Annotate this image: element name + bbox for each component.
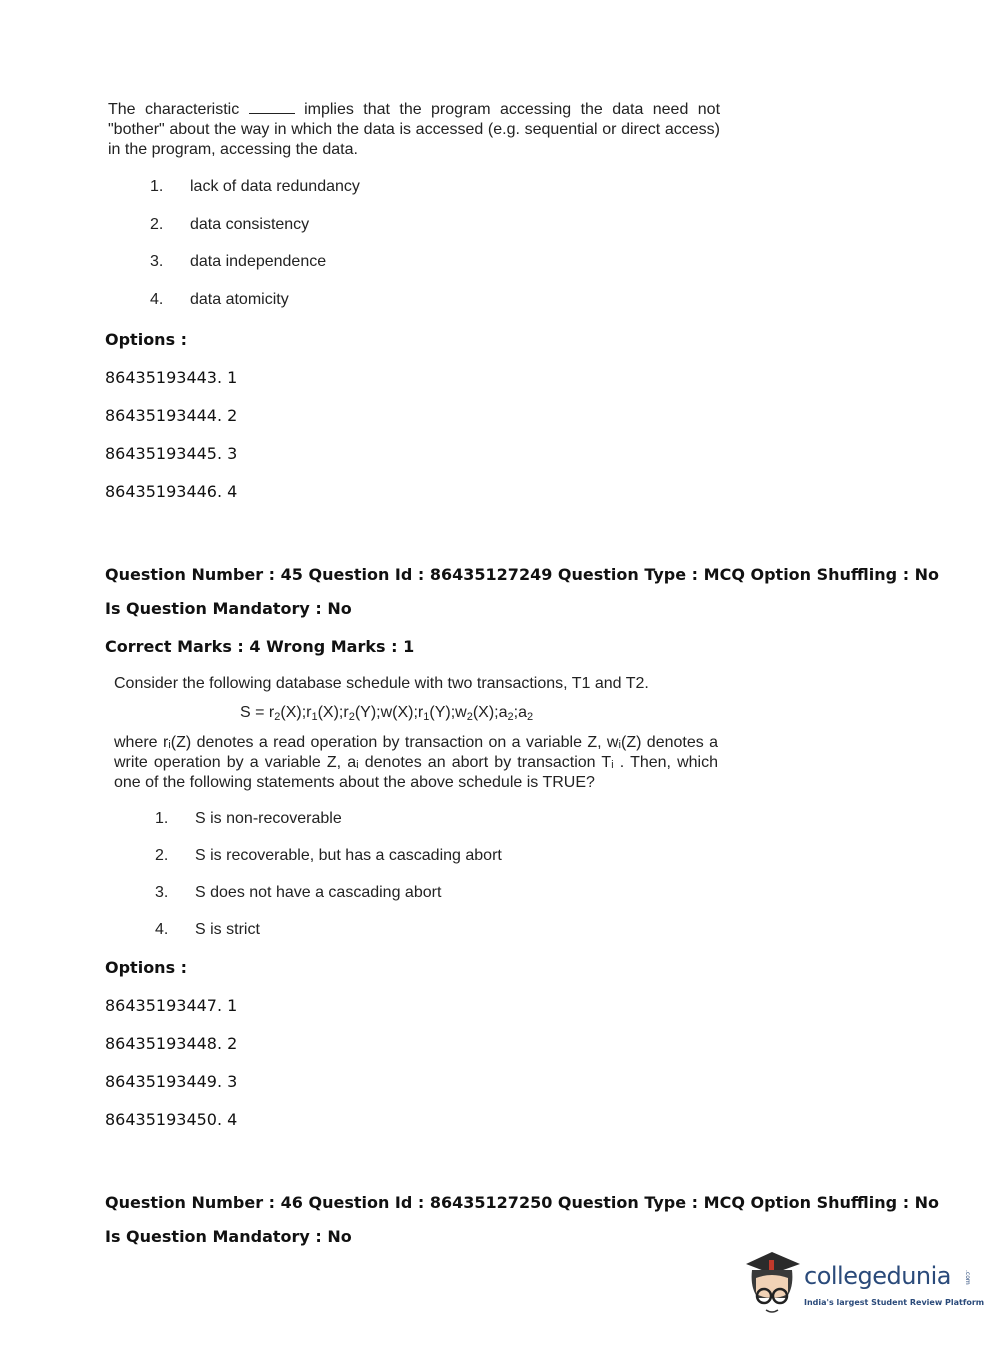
q45-meta-line3: Correct Marks : 4 Wrong Marks : 1: [105, 637, 415, 656]
q44-blank: [249, 101, 295, 114]
q44-text-a: The characteristic: [108, 101, 240, 118]
q44-choice-2: 2. data consistency: [150, 216, 310, 233]
q46-meta-line1: Question Number : 46 Question Id : 86435127250 Question Type : MCQ Option Shuffling : No: [105, 1193, 940, 1212]
graduate-mascot-icon: [742, 1250, 804, 1320]
logo-com: .com: [964, 1270, 971, 1285]
q44-options-label: Options :: [105, 330, 188, 349]
q44-option-3: 86435193445. 3: [105, 444, 238, 463]
q44-option-4: 86435193446. 4: [105, 482, 238, 501]
logo-tagline: India's largest Student Review Platform: [804, 1298, 985, 1307]
q45-meta-line2: Is Question Mandatory : No: [105, 599, 352, 618]
q44-option-1: 86435193443. 1: [105, 368, 238, 387]
q44-option-2: 86435193444. 2: [105, 406, 238, 425]
q45-choice-2: 2. S is recoverable, but has a cascading abort: [155, 847, 502, 864]
q45-options-label: Options :: [105, 958, 188, 977]
q45-choice-1: 1. S is non-recoverable: [155, 810, 342, 827]
q45-schedule-formula: $S = r_2(X);r_1(X);r_2(Y);w(X);r_1(Y);w_2(X);a_2;a_2$: [240, 704, 534, 723]
q44-text-b: implies that the program accessing the data need not: [304, 101, 721, 118]
q45-option-4: 86435193450. 4: [105, 1110, 238, 1129]
q46-meta-line2: Is Question Mandatory : No: [105, 1227, 352, 1246]
collegedunia-logo: [742, 1250, 985, 1320]
q45-option-2: 86435193448. 2: [105, 1034, 238, 1053]
q45-option-1: 86435193447. 1: [105, 996, 238, 1015]
q45-option-3: 86435193449. 3: [105, 1072, 238, 1091]
q45-intro: Consider the following database schedule with two transactions, T1 and T2.: [114, 675, 649, 692]
logo-wordmark: collegedunia: [804, 1262, 952, 1290]
q44-question-text: [108, 100, 720, 160]
q44-choice-1: 1. lack of data redundancy: [150, 178, 360, 195]
q44-text-c: "bother" about the way in which the data is accessed (e.g. sequential or direct access) in the program, accessing the data.: [108, 121, 720, 158]
q45-meta-line1: Question Number : 45 Question Id : 86435127249 Question Type : MCQ Option Shuffling : No: [105, 565, 940, 584]
q45-description: where rᵢ(Z) denotes a read operation by transaction on a variable Z, wᵢ(Z) denotes a write operation by a variable Z, aᵢ denotes an abort by transaction Tᵢ . Then, which one of the following statements about the above schedule is TRUE?: [114, 734, 718, 791]
q44-choice-4: 4. data atomicity: [150, 291, 289, 308]
q45-choice-3: 3. S does not have a cascading abort: [155, 884, 442, 901]
q44-choice-3: 3. data independence: [150, 253, 327, 270]
q45-choice-4: 4. S is strict: [155, 921, 260, 938]
